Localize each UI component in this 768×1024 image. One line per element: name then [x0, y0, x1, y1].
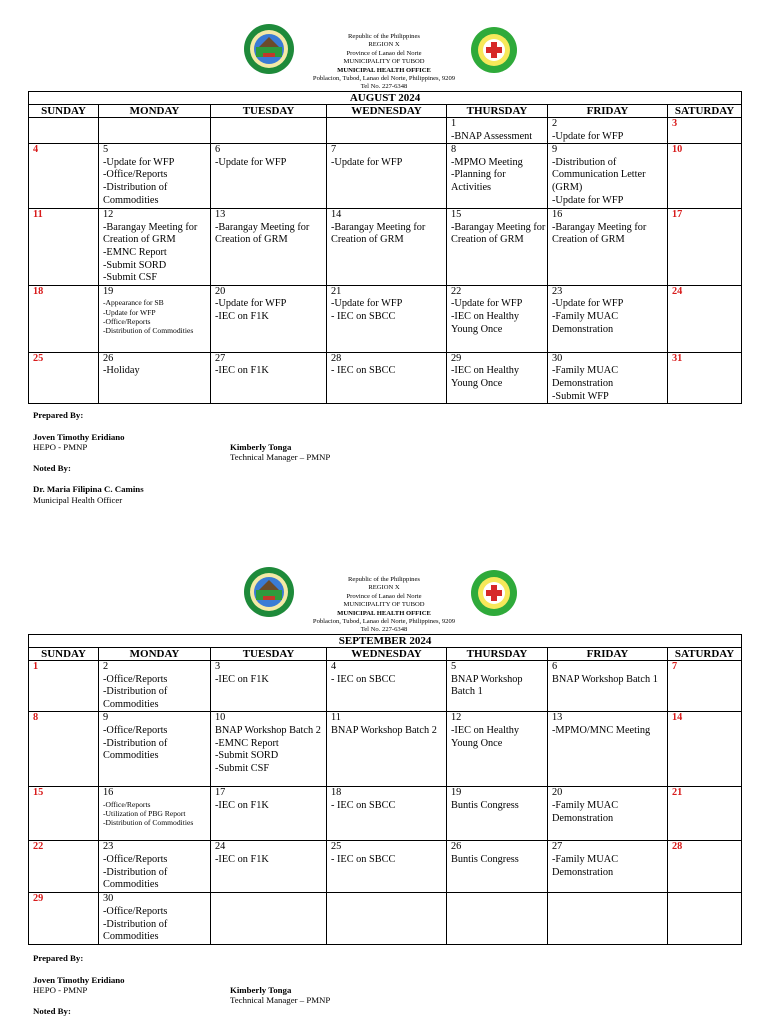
calendar-entry: -Family MUAC Demonstration	[552, 365, 619, 389]
calendar-week-row	[29, 893, 742, 944]
tel-text: Tel No. 227-6348	[360, 626, 408, 634]
calendar-entry: -Update for WFP	[331, 156, 403, 168]
calendar-entry: -MPMO/MNC Meeting	[552, 724, 651, 736]
calendar-day-cell	[668, 661, 742, 712]
calendar-day-cell	[548, 787, 668, 841]
calendar-day-cell	[327, 209, 447, 286]
calendar-day-cell	[668, 209, 742, 286]
calendar-entry: -Distribution of Commodities	[103, 818, 194, 828]
calendar-entry: - IEC on SBCC	[331, 365, 396, 377]
calendar-day-cell	[548, 661, 668, 712]
day-number: 8	[33, 712, 39, 724]
republic-text: Republic of the Philippines	[348, 576, 420, 583]
calendar-entry: BNAP Workshop Batch 1	[451, 673, 523, 698]
day-header: TUESDAY	[211, 648, 327, 661]
calendar-day-cell	[99, 787, 211, 841]
municipality-text: MUNICIPALITY OF TUBOD	[343, 58, 425, 66]
day-number: 17	[215, 787, 226, 799]
calendar-entry: -Barangay Meeting for Creation of GRM	[331, 221, 426, 246]
day-number: 22	[451, 285, 462, 297]
calendar-entry: Buntis Congress	[451, 799, 519, 811]
day-header: MONDAY	[99, 648, 211, 661]
day-header: FRIDAY	[548, 648, 668, 661]
calendar-day-cell	[99, 712, 211, 787]
calendar-day-cell	[327, 285, 447, 352]
calendar-entry: -Update for WFP	[552, 194, 624, 206]
day-header: TUESDAY	[211, 105, 327, 118]
day-number: 21	[331, 285, 342, 297]
calendar-day-cell	[668, 787, 742, 841]
day-number: 7	[672, 661, 678, 672]
calendar-day-cell	[211, 712, 327, 787]
calendar-entry: -BNAP Assessment	[451, 130, 533, 142]
calendar-entry: -IEC on F1K	[215, 853, 269, 865]
day-header: THURSDAY	[447, 648, 548, 661]
calendar-day-cell	[211, 352, 327, 403]
calendar-day-cell	[29, 712, 99, 787]
calendar-day-cell	[99, 661, 211, 712]
day-header: SATURDAY	[668, 105, 742, 118]
prepared-by-label: Prepared By:	[33, 953, 84, 963]
prepared-by-label: Prepared By:	[33, 410, 84, 420]
day-header: SATURDAY	[668, 648, 742, 661]
september-section	[0, 566, 768, 1016]
calendar-entry: -EMNC Report	[103, 246, 167, 258]
day-number: 31	[672, 352, 683, 364]
signatory-role: Technical Manager – PMNP	[230, 452, 331, 462]
calendar-entry: -IEC on Healthy Young Once	[451, 365, 520, 389]
calendar-entry: -Office/Reports	[103, 316, 151, 326]
calendar-entry: -Utilization of PBG Report	[103, 809, 186, 819]
calendar-day-cell	[327, 893, 447, 944]
calendar-day-cell	[548, 352, 668, 403]
signatory-name: Kimberly Tonga	[230, 441, 292, 452]
calendar-day-cell	[447, 661, 548, 712]
day-number: 27	[552, 841, 563, 853]
calendar-day-cell	[668, 285, 742, 352]
day-number: 13	[215, 209, 226, 221]
signatory-name: Joven Timothy Eridiano	[33, 431, 125, 442]
calendar-week-row	[29, 209, 742, 286]
signatory-role: HEPO - PMNP	[33, 442, 88, 452]
calendar-week-row	[29, 841, 742, 893]
noted-by-label: Noted By:	[33, 462, 71, 473]
calendar-day-cell	[327, 661, 447, 712]
day-number: 17	[672, 209, 683, 221]
day-number: 7	[331, 144, 337, 156]
calendar-day-cell	[99, 144, 211, 209]
calendar-day-cell	[447, 352, 548, 403]
calendar-entry: - IEC on SBCC	[331, 310, 396, 322]
calendar-entry: -Appearance for SB	[103, 298, 164, 308]
republic-text: Republic of the Philippines	[348, 33, 420, 40]
calendar-entry: - IEC on SBCC	[331, 799, 396, 811]
day-number: 26	[103, 352, 114, 364]
signatory-role: Technical Manager – PMNP	[230, 995, 331, 1005]
day-number: 24	[672, 285, 683, 297]
august-section	[0, 23, 768, 505]
day-number: 6	[552, 661, 558, 672]
day-number: 11	[331, 712, 341, 724]
day-number: 16	[552, 209, 563, 221]
day-number: 2	[552, 118, 558, 129]
calendar-day-cell	[29, 661, 99, 712]
calendar-entry: -Submit CSF	[103, 272, 158, 284]
calendar-day-cell	[29, 352, 99, 403]
day-number: 2	[103, 661, 109, 672]
calendar-entry: -Distribution of Commodities	[103, 686, 168, 710]
signatory-role: Municipal Health Officer	[33, 494, 123, 505]
day-number: 4	[33, 144, 39, 156]
day-number: 18	[33, 285, 44, 297]
calendar-day-cell	[447, 118, 548, 144]
day-number: 23	[552, 285, 563, 297]
signatory-role: HEPO - PMNP	[33, 985, 88, 995]
calendar-day-cell	[29, 841, 99, 893]
calendar-entry: -Office/Reports	[103, 673, 168, 685]
day-number: 28	[331, 352, 342, 364]
day-number: 15	[33, 787, 44, 799]
calendar-day-cell	[668, 841, 742, 893]
day-number: 25	[331, 841, 342, 853]
calendar-entry: -Family MUAC Demonstration	[552, 853, 619, 878]
calendar-month-title: SEPTEMBER 2024	[29, 635, 742, 648]
calendar-day-cell	[447, 893, 548, 944]
day-number: 3	[672, 118, 678, 129]
day-number: 12	[451, 712, 462, 724]
day-number: 10	[672, 144, 683, 156]
calendar-entry: -Submit WFP	[552, 390, 609, 402]
day-number: 22	[33, 841, 44, 853]
calendar-day-cell	[211, 209, 327, 286]
day-header: THURSDAY	[447, 105, 548, 118]
calendar-entry: -Distribution of Commodities	[103, 181, 168, 206]
calendar-day-cell	[99, 209, 211, 286]
calendar-day-cell	[29, 144, 99, 209]
calendar-entry: -Submit SORD	[103, 259, 167, 271]
day-number: 27	[215, 352, 226, 364]
calendar-week-row	[29, 712, 742, 787]
calendar-entry: -Office/Reports	[103, 853, 168, 865]
calendar-day-cell	[327, 787, 447, 841]
calendar-day-cell	[327, 118, 447, 144]
calendar-day-cell	[668, 893, 742, 944]
calendar-entry: -Update for WFP	[552, 298, 624, 310]
calendar-day-cell	[668, 712, 742, 787]
day-header: MONDAY	[99, 105, 211, 118]
calendar-entry: -Distribution of Commodities	[103, 737, 168, 762]
calendar-day-cell	[447, 787, 548, 841]
day-number: 29	[451, 352, 462, 364]
calendar-entry: -IEC on Healthy Young Once	[451, 310, 520, 335]
calendar-day-cell	[99, 285, 211, 352]
calendar-entry: -Distribution of Communication Letter (GRM)	[552, 156, 646, 193]
day-number: 19	[451, 787, 462, 799]
calendar-entry: -IEC on F1K	[215, 365, 269, 377]
day-number: 30	[103, 893, 114, 905]
calendar-day-cell	[327, 144, 447, 209]
day-number: 15	[451, 209, 462, 221]
calendar-entry: -IEC on Healthy Young Once	[451, 724, 520, 749]
day-number: 20	[552, 787, 563, 799]
calendar-week-row	[29, 787, 742, 841]
rural-health-unit-logo	[470, 25, 518, 75]
calendar-day-cell	[447, 712, 548, 787]
day-header: SUNDAY	[29, 105, 99, 118]
calendar-entry: -Update for WFP	[215, 156, 287, 168]
calendar-day-cell	[548, 841, 668, 893]
day-number: 24	[215, 841, 226, 853]
calendar-entry: -Office/Reports	[103, 169, 168, 181]
calendar-entry: BNAP Workshop Batch 1	[552, 673, 658, 685]
calendar-week-row	[29, 285, 742, 352]
day-header: FRIDAY	[548, 105, 668, 118]
calendar-entry: -Barangay Meeting for Creation of GRM	[103, 221, 198, 246]
calendar-day-cell	[447, 144, 548, 209]
office-text: MUNICIPAL HEALTH OFFICE	[337, 66, 431, 74]
signature-block	[33, 410, 733, 505]
day-number: 6	[215, 144, 221, 156]
calendar-day-cell	[29, 285, 99, 352]
day-number: 14	[672, 712, 683, 724]
day-number: 13	[552, 712, 563, 724]
calendar-entry: -Barangay Meeting for Creation of GRM	[552, 221, 647, 246]
calendar-entry: -EMNC Report	[215, 737, 279, 749]
day-number: 9	[552, 144, 558, 156]
calendar-day-cell	[29, 787, 99, 841]
calendar-entry: -Distribution of Commodities	[103, 866, 168, 891]
calendar-entry: -Office/Reports	[103, 724, 168, 736]
office-text: MUNICIPAL HEALTH OFFICE	[337, 609, 431, 617]
calendar-day-cell	[99, 118, 211, 144]
calendar-entry: -Distribution of Commodities	[103, 918, 168, 943]
province-text: Province of Lanao del Norte	[346, 49, 422, 57]
calendar-day-cell	[211, 661, 327, 712]
calendar-day-cell	[211, 893, 327, 944]
calendar-entry: -Update for WFP	[103, 307, 156, 317]
calendar-entry: -IEC on F1K	[215, 673, 269, 685]
calendar-day-cell	[668, 144, 742, 209]
calendar-entry: -Family MUAC Demonstration	[552, 799, 619, 824]
day-number: 29	[33, 893, 44, 905]
calendar-entry: -Office/Reports	[103, 905, 168, 917]
calendar-entry: -IEC on F1K	[215, 799, 269, 811]
day-number: 19	[103, 285, 114, 297]
calendar-week-row	[29, 118, 742, 144]
calendar-week-row	[29, 352, 742, 403]
day-number: 30	[552, 352, 563, 364]
calendar-day-cell	[99, 841, 211, 893]
region-text: REGION X	[368, 584, 400, 592]
day-number: 14	[331, 209, 342, 221]
calendar-day-cell	[29, 209, 99, 286]
calendar-entry: -MPMO Meeting	[451, 156, 523, 168]
calendar-day-cell	[548, 712, 668, 787]
calendar-week-row	[29, 661, 742, 712]
letterhead-text	[0, 576, 768, 635]
calendar-entry: -Update for WFP	[552, 130, 624, 142]
calendar-entry: -Barangay Meeting for Creation of GRM	[215, 221, 310, 246]
calendar-entry: -Update for WFP	[103, 156, 175, 168]
day-number: 26	[451, 841, 462, 853]
province-text: Province of Lanao del Norte	[346, 592, 422, 600]
day-number: 4	[331, 661, 337, 672]
calendar-day-cell	[211, 118, 327, 144]
signatory-name: Joven Timothy Eridiano	[33, 974, 125, 985]
calendar-day-cell	[29, 893, 99, 944]
day-number: 9	[103, 712, 109, 724]
calendar-day-cell	[447, 285, 548, 352]
calendar-day-cell	[211, 841, 327, 893]
day-number: 1	[451, 118, 457, 129]
calendar-day-cell	[99, 352, 211, 403]
calendar-day-cell	[29, 118, 99, 144]
calendar-entry: -Distribution of Commodities	[103, 325, 194, 335]
calendar-day-cell	[548, 893, 668, 944]
calendar-day-cell	[99, 893, 211, 944]
calendar-day-cell	[548, 209, 668, 286]
day-number: 5	[103, 144, 109, 156]
calendar-day-cell	[327, 352, 447, 403]
calendar-entry: -Update for WFP	[215, 298, 287, 310]
calendar-entry: -Barangay Meeting for Creation of GRM	[451, 221, 546, 246]
calendar-week-row	[29, 144, 742, 209]
address-text: Poblacion, Tubod, Lanao del Norte, Philippines, 9209	[312, 618, 456, 626]
signature-block	[33, 953, 733, 1016]
calendar-entry: -Office/Reports	[103, 799, 151, 809]
day-number: 25	[33, 352, 44, 364]
noted-by-label: Noted By:	[33, 1005, 71, 1016]
calendar-day-cell	[548, 285, 668, 352]
day-number: 5	[451, 661, 457, 672]
calendar-day-cell	[211, 285, 327, 352]
day-number: 1	[33, 661, 39, 672]
calendar-entry: -Update for WFP	[331, 298, 403, 310]
calendar-entry: - IEC on SBCC	[331, 853, 396, 865]
letterhead-text	[0, 33, 768, 92]
calendar-entry: -Family MUAC Demonstration	[552, 310, 619, 335]
calendar-entry: -Update for WFP	[451, 298, 523, 310]
calendar-september	[28, 634, 742, 945]
day-number: 8	[451, 144, 457, 156]
calendar-day-cell	[211, 787, 327, 841]
calendar-august	[28, 91, 742, 404]
day-header: WEDNESDAY	[327, 648, 447, 661]
calendar-entry: BNAP Workshop Batch 2	[215, 724, 321, 736]
calendar-entry: -Planning for Activities	[451, 169, 506, 193]
municipality-text: MUNICIPALITY OF TUBOD	[343, 601, 425, 609]
calendar-entry: -Holiday	[103, 365, 140, 377]
region-text: REGION X	[368, 41, 400, 49]
day-header: WEDNESDAY	[327, 105, 447, 118]
calendar-entry: -Submit CSF	[215, 762, 270, 774]
calendar-day-cell	[447, 209, 548, 286]
calendar-entry: - IEC on SBCC	[331, 673, 396, 685]
tel-text: Tel No. 227-6348	[360, 83, 408, 91]
calendar-day-cell	[668, 352, 742, 403]
day-number: 21	[672, 787, 683, 799]
calendar-entry: Buntis Congress	[451, 853, 519, 865]
day-number: 11	[33, 209, 43, 221]
address-text: Poblacion, Tubod, Lanao del Norte, Philippines, 9209	[312, 75, 456, 83]
day-number: 12	[103, 209, 114, 221]
day-header: SUNDAY	[29, 648, 99, 661]
day-number: 18	[331, 787, 342, 799]
calendar-month-title: AUGUST 2024	[29, 92, 742, 105]
calendar-day-cell	[327, 841, 447, 893]
calendar-day-cell	[548, 118, 668, 144]
rural-health-unit-logo	[470, 568, 518, 618]
calendar-day-cell	[447, 841, 548, 893]
day-number: 3	[215, 661, 221, 672]
day-number: 10	[215, 712, 226, 724]
calendar-day-cell	[668, 118, 742, 144]
calendar-day-cell	[548, 144, 668, 209]
calendar-entry: -Submit SORD	[215, 750, 279, 762]
day-number: 28	[672, 841, 683, 853]
calendar-entry: BNAP Workshop Batch 2	[331, 724, 437, 736]
day-number: 23	[103, 841, 114, 853]
calendar-entry: -IEC on F1K	[215, 310, 269, 322]
signatory-name: Kimberly Tonga	[230, 984, 292, 995]
calendar-day-cell	[211, 144, 327, 209]
day-number: 20	[215, 285, 226, 297]
day-number: 16	[103, 787, 114, 799]
signatory-name: Dr. Maria Filipina C. Camins	[33, 484, 144, 494]
calendar-day-cell	[327, 712, 447, 787]
